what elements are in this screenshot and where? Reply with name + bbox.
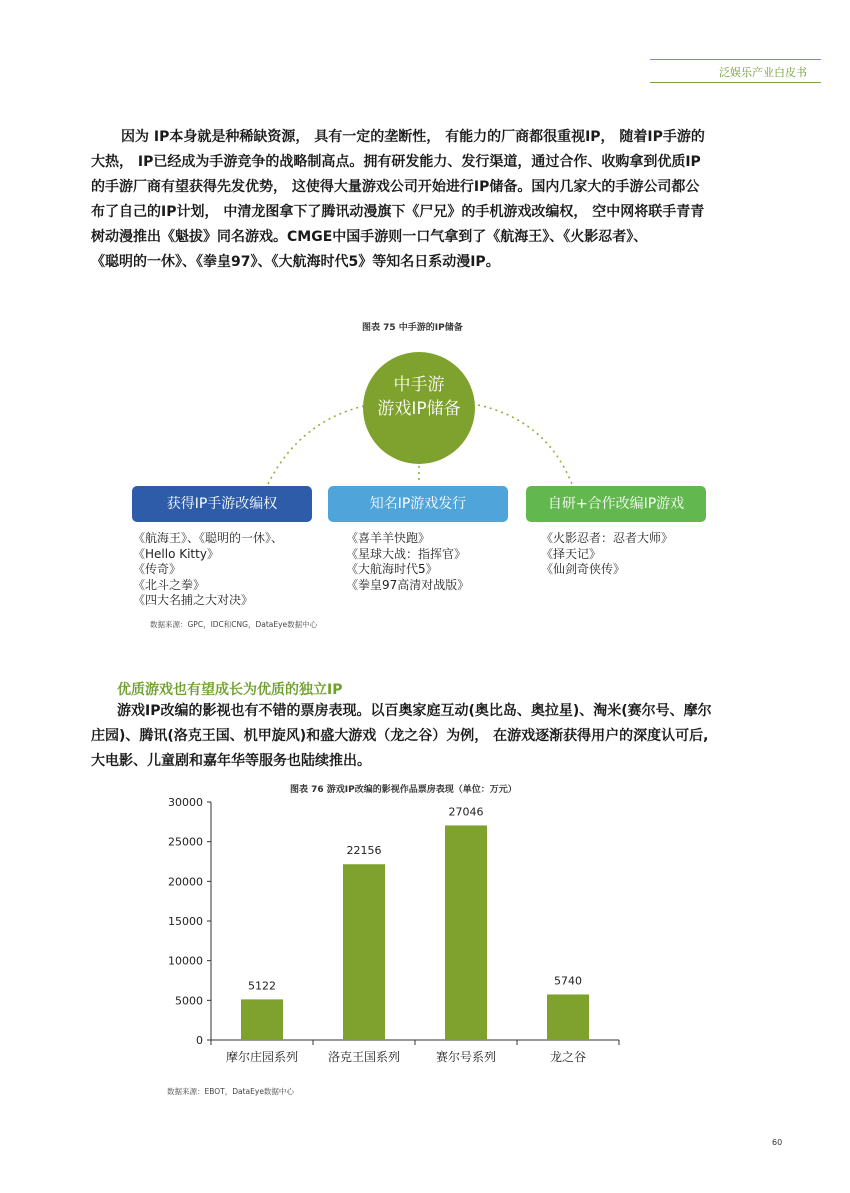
list-item: 《喜羊羊快跑》 (346, 531, 431, 545)
paragraph-line: 庄园)、腾讯(洛克王国、机甲旋风)和盛大游戏（龙之谷）为例， 在游戏逐渐获得用户的深度认可后, (91, 728, 709, 744)
figure76-source: 数据来源：EBOT，DataEye数据中心 (167, 1087, 294, 1096)
y-tick-label: 5000 (175, 994, 203, 1008)
list-item: 《大航海时代5》 (346, 562, 438, 576)
list-item: 《四大名捕之大对决》 (133, 593, 254, 607)
list-item: 《择天记》 (541, 546, 602, 561)
y-tick-label: 30000 (168, 796, 203, 809)
circle-line1: 中手游 (393, 375, 445, 395)
list-item: 《航海王》、《聪明的一休》、 (133, 531, 284, 545)
bar-value-label: 5740 (554, 974, 582, 988)
figure76-title: 图表 76 游戏IP改编的影视作品票房表现（单位：万元） (290, 785, 517, 795)
x-category-label: 摩尔庄园系列 (225, 1050, 299, 1064)
list-item: 《仙剑奇侠传》 (541, 562, 626, 576)
list-item: 《拳皇97高清对战版》 (346, 577, 470, 592)
paragraph-line: 大电影、儿童剧和嘉年华等服务也陆续推出。 (91, 753, 371, 769)
y-tick-label: 25000 (168, 835, 203, 849)
circle-line2: 游戏IP储备 (377, 399, 461, 419)
x-category-label: 洛克王国系列 (327, 1050, 401, 1064)
header-title: 泛娱乐产业白皮书 (719, 66, 807, 79)
y-tick-label: 20000 (168, 875, 203, 889)
section-title: 优质游戏也有望成长为优质的独立IP (117, 682, 343, 698)
y-tick-label: 10000 (168, 954, 203, 968)
category-self-developed: 自研+合作改编IP游戏 (526, 486, 706, 522)
bar-value-label: 5122 (248, 979, 276, 993)
list-item: 《星球大战：指挥官》 (346, 546, 467, 561)
bar-value-label: 22156 (346, 844, 382, 858)
paragraph-line: 布了自己的IP计划， 中清龙图拿下了腾讯动漫旗下《尸兄》的手机游戏改编权， 空中网将联手青青 (91, 204, 705, 220)
list-item: 《Hello Kitty》 (133, 546, 219, 561)
bar (547, 994, 589, 1040)
bar-value-label: 27046 (448, 805, 484, 819)
paragraph-line: 游戏IP改编的影视也有不错的票房表现。以百奥家庭互动(奥比岛、奥拉星)、淘米(赛尔号、摩尔 (117, 703, 712, 719)
paragraph-line: 的手游厂商有望获得先发优势， 这使得大量游戏公司开始进行IP储备。国内几家大的手游公司都公 (91, 179, 700, 195)
y-tick-label: 0 (196, 1034, 203, 1047)
list-item: 《火影忍者：忍者大师》 (541, 531, 674, 545)
list-item: 《传奇》 (133, 562, 182, 576)
x-category-label: 龙之谷 (549, 1050, 587, 1064)
category-ip-publishing: 知名IP游戏发行 (328, 486, 508, 522)
category-adaptation-rights: 获得IP手游改编权 (132, 486, 312, 522)
y-tick-label: 15000 (168, 915, 203, 928)
paragraph-line: 因为 IP本身就是种稀缺资源， 具有一定的垄断性， 有能力的厂商都很重视IP， 随着IP手游的 (121, 129, 705, 145)
figure75-title: 图表 75 中手游的IP储备 (362, 323, 463, 333)
paragraph-line: 《聪明的一休》、《拳皇97》、《大航海时代5》等知名日系动漫IP。 (91, 254, 500, 270)
bar (241, 999, 283, 1040)
bar (343, 864, 385, 1040)
figure75-source: 数据来源：GPC，IDC和CNG，DataEye数据中心 (150, 620, 318, 629)
bar (445, 825, 487, 1040)
paragraph-line: 树动漫推出《魁拔》同名游戏。CMGE中国手游则一口气拿到了《航海王》、《火影忍者》、 (91, 229, 648, 245)
x-category-label: 赛尔号系列 (435, 1050, 497, 1064)
page-number: 60 (772, 1138, 783, 1147)
list-item: 《北斗之拳》 (133, 577, 206, 592)
paragraph-line: 大热， IP已经成为手游竞争的战略制高点。拥有研发能力、发行渠道，通过合作、收购拿到优质IP (91, 154, 701, 170)
